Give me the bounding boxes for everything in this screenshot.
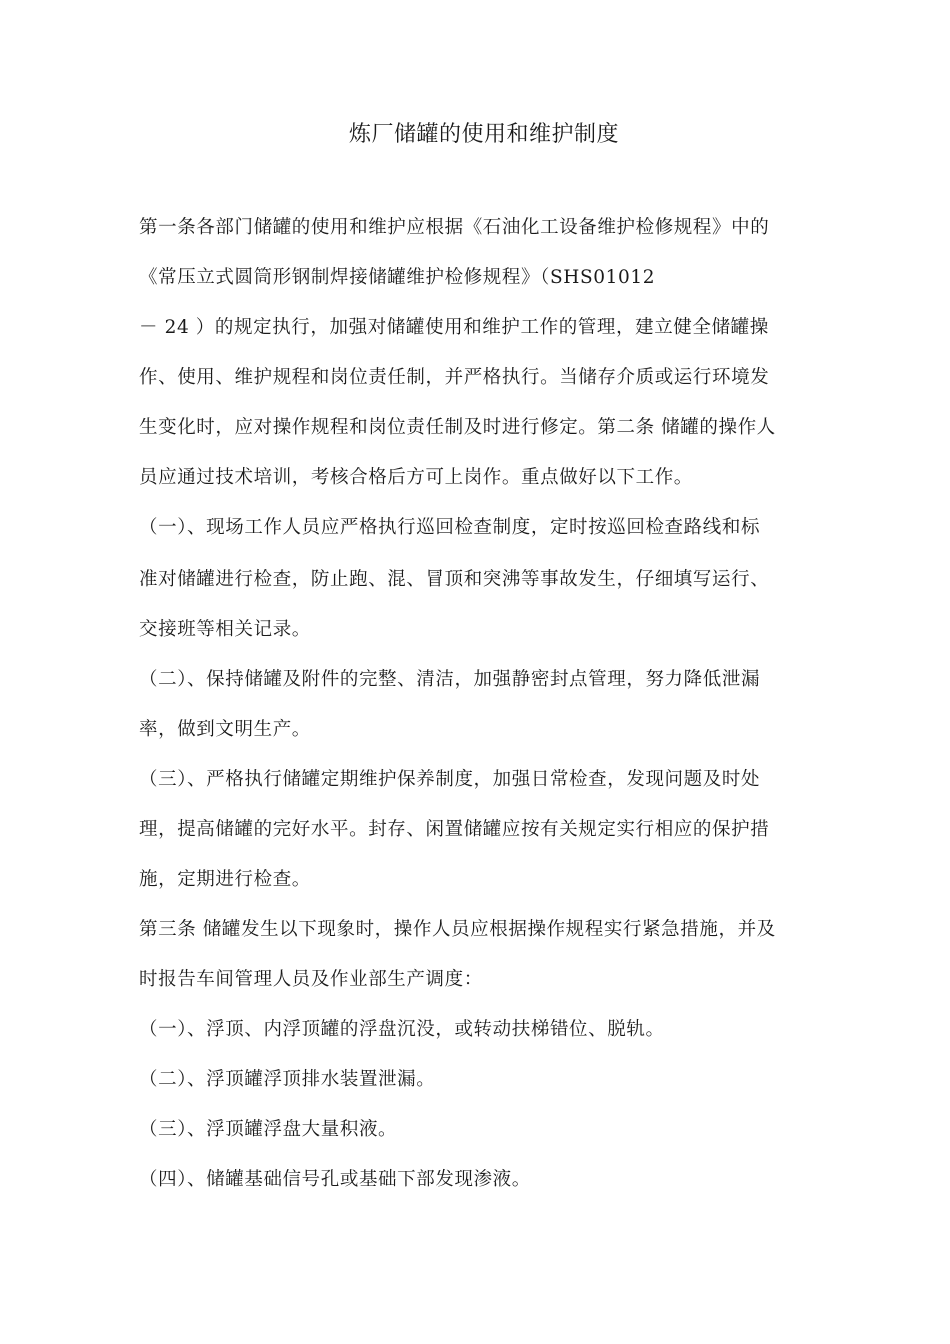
paragraph-line: （三）、浮顶罐浮盘大量积液。 xyxy=(139,1119,398,1140)
paragraph-line: （三）、严格执行储罐定期维护保养制度，加强日常检查，发现问题及时处 xyxy=(139,769,761,790)
paragraph-line: 准对储罐进行检查，防止跑、混、冒顶和突沸等事故发生，仔细填写运行、 xyxy=(139,569,770,590)
paragraph-line: 时报告车间管理人员及作业部生产调度： xyxy=(139,969,483,990)
paragraph-line: （四）、储罐基础信号孔或基础下部发现渗液。 xyxy=(139,1169,531,1190)
paragraph-line: （二）、浮顶罐浮顶排水装置泄漏。 xyxy=(139,1069,436,1090)
paragraph-line: （二）、保持储罐及附件的完整、清洁，加强静密封点管理，努力降低泄漏 xyxy=(139,669,761,690)
paragraph-line: 员应通过技术培训，考核合格后方可上岗作。重点做好以下工作。 xyxy=(139,467,693,488)
paragraph-line: 第三条 储罐发生以下现象时，操作人员应根据操作规程实行紧急措施，并及 xyxy=(139,919,776,940)
paragraph-line: 施，定期进行检查。 xyxy=(139,869,311,890)
paragraph-line: 率，做到文明生产。 xyxy=(139,719,311,740)
paragraph-line: 第一条各部门储罐的使用和维护应根据《石油化工设备维护检修规程》中的 xyxy=(139,217,770,238)
paragraph-line: 理，提高储罐的完好水平。封存、闲置储罐应按有关规定实行相应的保护措 xyxy=(139,819,770,840)
paragraph-line: － 24 ）的规定执行，加强对储罐使用和维护工作的管理，建立健全储罐操 xyxy=(139,317,769,338)
paragraph-line: 交接班等相关记录。 xyxy=(139,619,311,640)
document-title: 炼厂储罐的使用和维护制度 xyxy=(348,122,619,147)
paragraph-line: 生变化时，应对操作规程和岗位责任制及时进行修定。第二条 储罐的操作人 xyxy=(139,417,776,438)
paragraph-line: （一）、浮顶、内浮顶罐的浮盘沉没，或转动扶梯错位、脱轨。 xyxy=(139,1019,665,1040)
paragraph-line: 作、使用、维护规程和岗位责任制，并严格执行。当储存介质或运行环境发 xyxy=(139,367,770,388)
paragraph-line: （一）、现场工作人员应严格执行巡回检查制度，定时按巡回检查路线和标 xyxy=(139,517,761,538)
paragraph-line: 《常压立式圆筒形钢制焊接储罐维护检修规程》（SHS01012 xyxy=(139,267,656,288)
